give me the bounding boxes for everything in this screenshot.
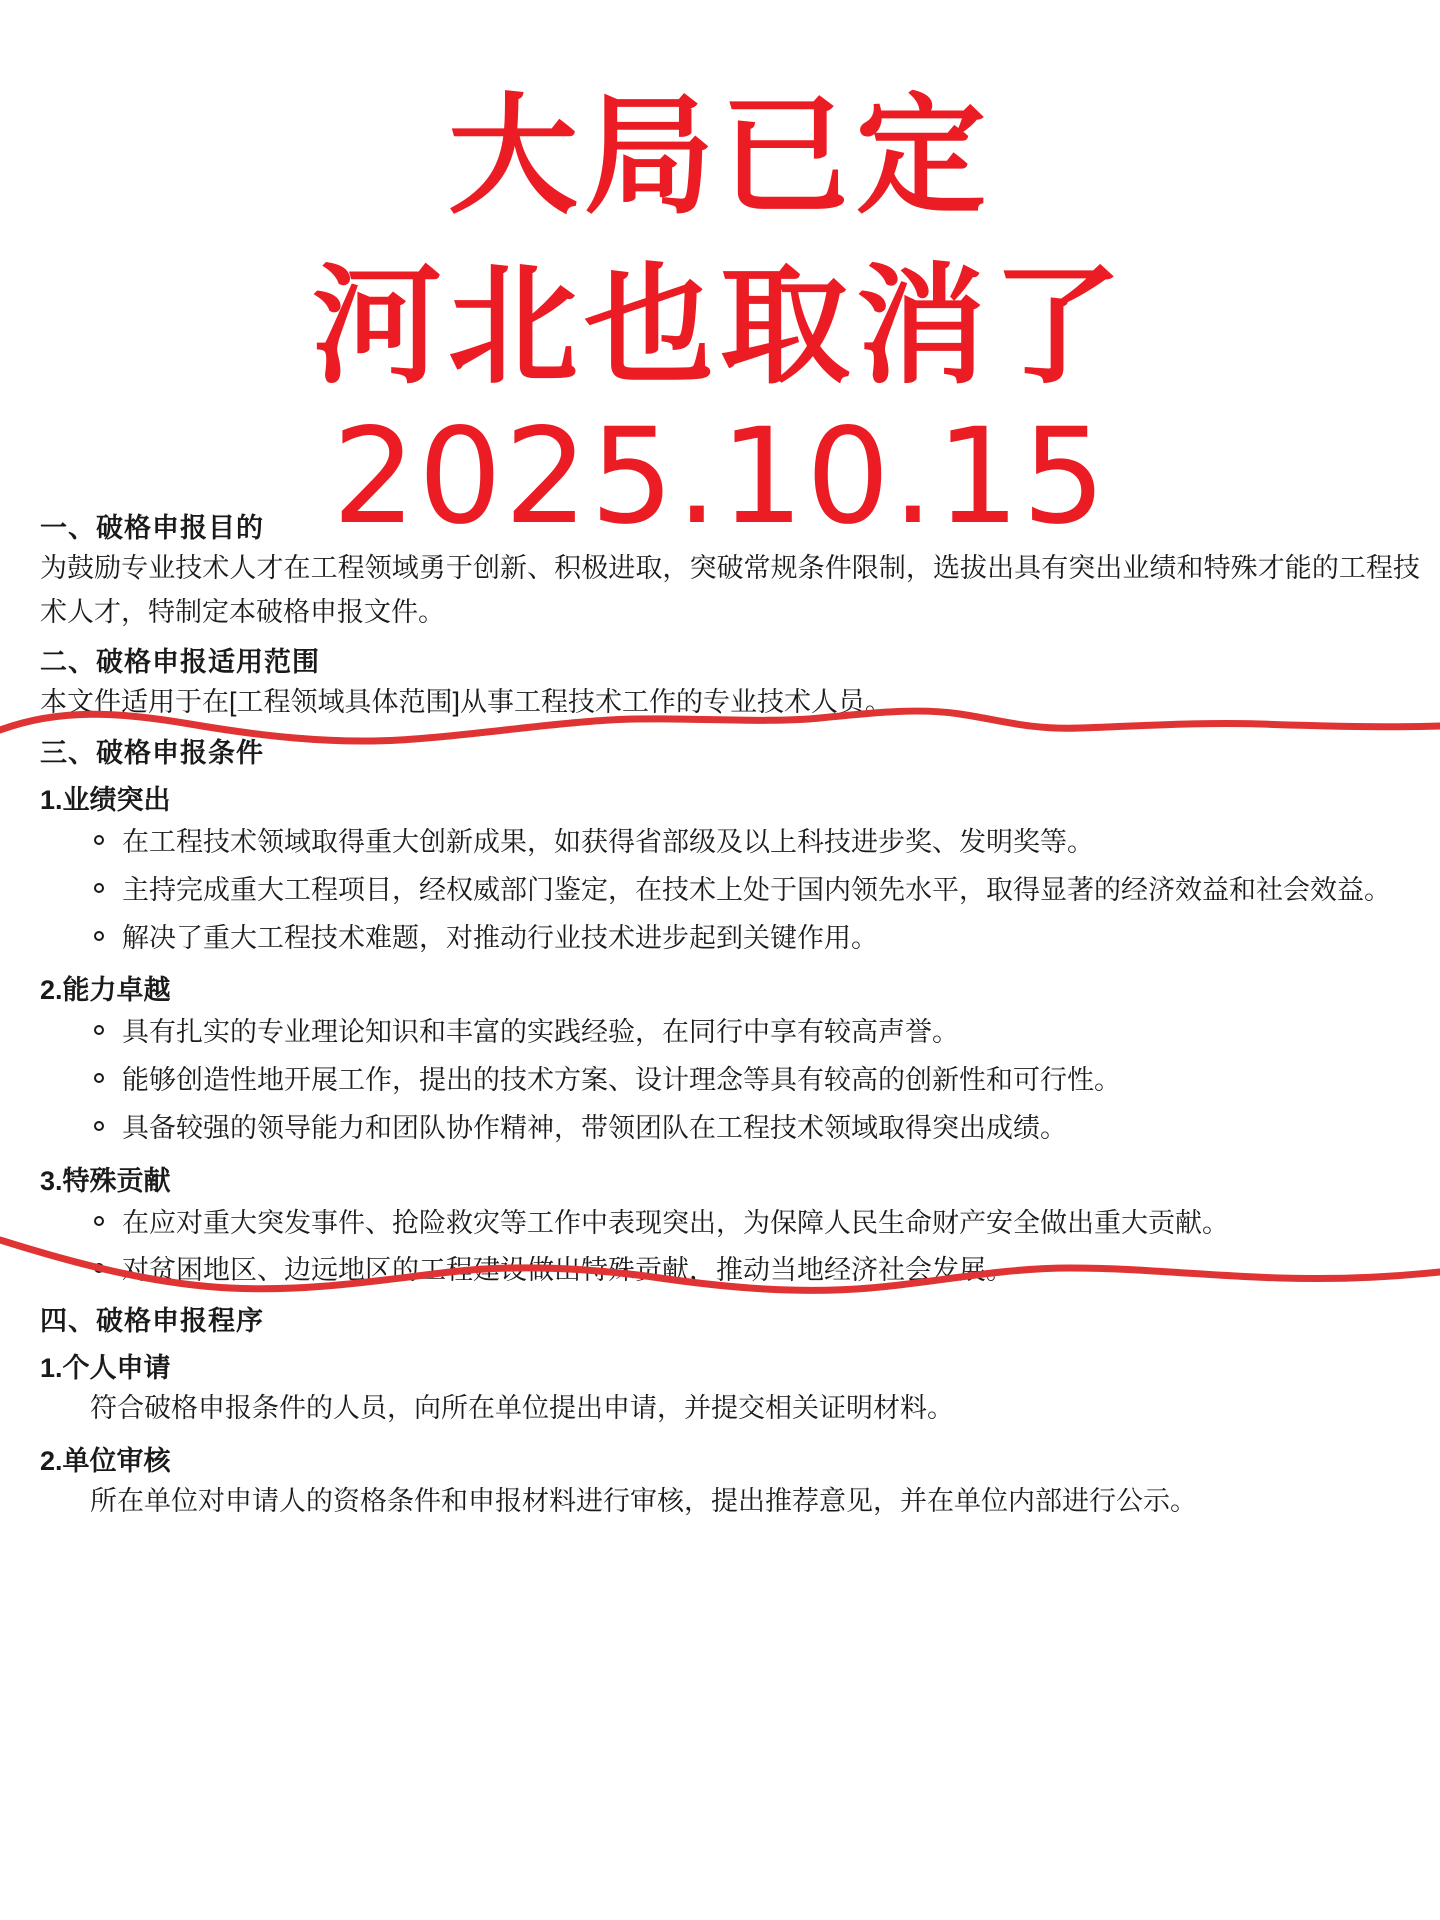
headline-line-2: 河北也取消了	[311, 253, 1128, 399]
list-item	[88, 821, 1420, 865]
section-heading-2: 二、破格申报适用范围	[40, 647, 320, 678]
bullet-dot-icon	[94, 1073, 104, 1083]
bullet-dot-icon	[94, 1025, 104, 1035]
bullet-dot-icon	[94, 931, 104, 941]
section-heading-4: 四、破格申报程序	[40, 1306, 264, 1337]
headline-date: 2025.10.15	[332, 400, 1108, 554]
bullet-dot-icon	[94, 1216, 104, 1226]
list-item-text: 主持完成重大工程项目，经权威部门鉴定，在技术上处于国内领先水平，取得显著的经济效益和社会效益。	[122, 874, 1391, 905]
list-item-text: 解决了重大工程技术难题，对推动行业技术进步起到关键作用。	[122, 922, 878, 953]
list-item	[88, 1107, 1420, 1151]
list-item-text: 具有扎实的专业理论知识和丰富的实践经验，在同行中享有较高声誉。	[122, 1017, 959, 1048]
list-item-text: 能够创造性地开展工作，提出的技术方案、设计理念等具有较高的创新性和可行性。	[122, 1065, 1121, 1096]
headline-line-1: 大局已定	[447, 83, 992, 229]
section-paragraph-1: 为鼓励专业技术人才在工程领域勇于创新、积极进取，突破常规条件限制，选拔出具有突出业绩和特殊才能的工程技术人才，特制定本破格申报文件。	[40, 553, 1420, 627]
bullet-list-3-2	[40, 1011, 1420, 1150]
list-item-text: 在工程技术领域取得重大创新成果，如获得省部级及以上科技进步奖、发明奖等。	[122, 827, 1094, 858]
list-item	[88, 1011, 1420, 1055]
bullet-list-3-1	[40, 821, 1420, 960]
list-item-text: 对贫困地区、边远地区的工程建设做出特殊贡献，推动当地经济社会发展。	[122, 1255, 1013, 1286]
list-item	[88, 869, 1420, 913]
bullet-dot-icon	[94, 835, 104, 845]
subsection-title-3-1: 1.业绩突出	[40, 785, 171, 816]
section-paragraph-2: 本文件适用于在[工程领域具体范围]从事工程技术工作的专业技术人员。	[40, 687, 893, 718]
bullet-list-3-3	[40, 1202, 1420, 1293]
bullet-dot-icon	[94, 883, 104, 893]
step-title-4-1: 1.个人申请	[40, 1353, 171, 1384]
list-item	[88, 1059, 1420, 1103]
section-heading-1: 一、破格申报目的	[40, 513, 264, 543]
step-text-4-2: 所在单位对申请人的资格条件和申报材料进行审核，提出推荐意见，并在单位内部进行公示。	[90, 1485, 1197, 1516]
subsection-title-3-2: 2.能力卓越	[40, 975, 171, 1006]
bullet-dot-icon	[94, 1263, 104, 1273]
list-item	[88, 1249, 1420, 1293]
bullet-dot-icon	[94, 1121, 104, 1131]
list-item-text: 具备较强的领导能力和团队协作精神，带领团队在工程技术领域取得突出成绩。	[122, 1112, 1067, 1143]
subsection-title-3-3: 3.特殊贡献	[40, 1165, 171, 1196]
list-item-text: 在应对重大突发事件、抢险救灾等工作中表现突出，为保障人民生命财产安全做出重大贡献。	[122, 1207, 1229, 1238]
document-body	[40, 500, 1420, 1524]
list-item	[88, 917, 1420, 961]
section-heading-3: 三、破格申报条件	[40, 738, 264, 769]
step-text-4-1: 符合破格申报条件的人员，向所在单位提出申请，并提交相关证明材料。	[90, 1393, 954, 1424]
step-title-4-2: 2.单位审核	[40, 1445, 171, 1476]
list-item	[88, 1202, 1420, 1246]
